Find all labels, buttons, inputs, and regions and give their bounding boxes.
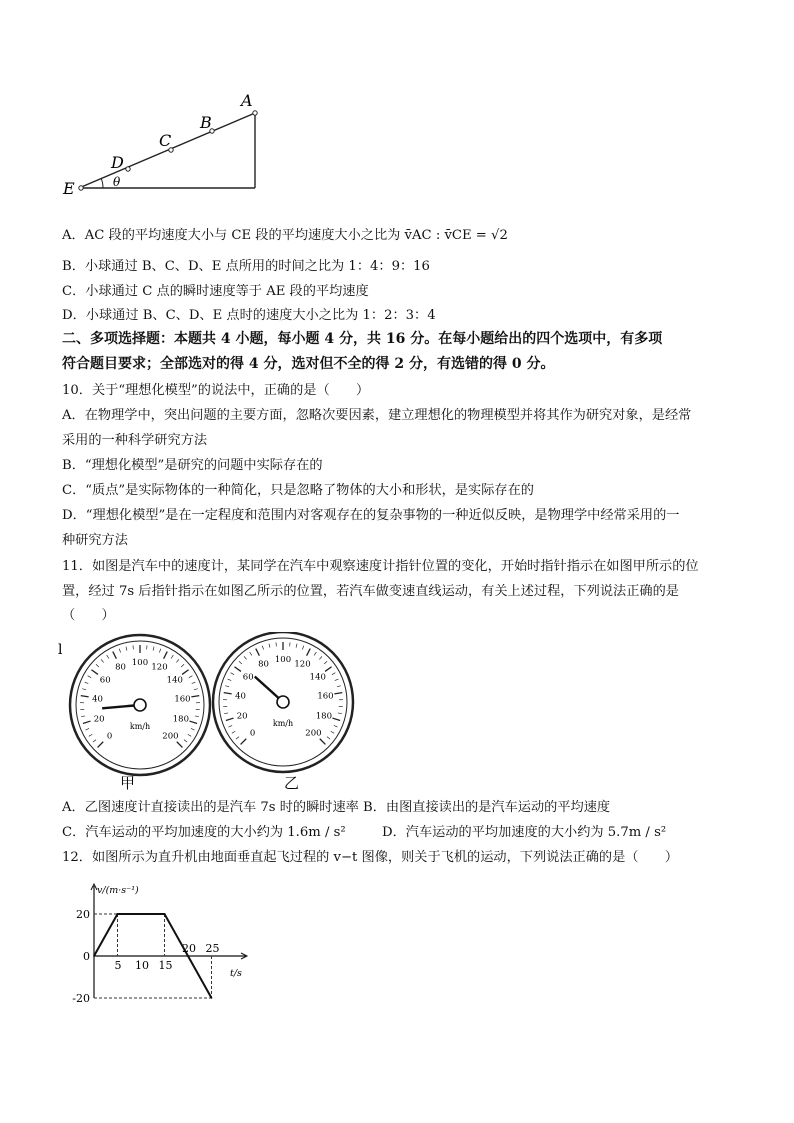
corner-mark: l: [58, 642, 63, 658]
gauge-tick-label: 100: [274, 655, 292, 665]
gauge-tick-label: 180: [315, 711, 333, 722]
data-point: [187, 955, 189, 957]
x-tick-label: 10: [135, 959, 149, 972]
gauge-tick-label: 20: [93, 714, 105, 725]
gauge-tick-label: 40: [92, 694, 103, 705]
gauge-hub: [134, 699, 146, 711]
data-point: [211, 997, 213, 999]
q10-stem: 10．关于“理想化模型”的说法中，正确的是（ ）: [62, 383, 370, 398]
section2-heading-line1: 二、多项选择题：本题共 4 小题，每小题 4 分，共 16 分。在每小题给出的四个选项中，有多项: [62, 331, 663, 347]
vt-chart: [66, 880, 266, 1010]
gauge-tick-label: 200: [162, 731, 179, 742]
gauge-unit: km/h: [272, 719, 294, 728]
point-a: [253, 111, 257, 115]
incline-slope: [79, 113, 255, 188]
q9-option-d: D．小球通过 B、C、D、E 点时的速度大小之比为 1：2：3：4: [62, 308, 436, 323]
y-tick-label: 20: [76, 908, 90, 921]
q12-stem: 12．如图所示为直升机由地面垂直起飞过程的 v−t 图像，则关于飞机的运动，下列说法正确的是（ ）: [62, 850, 679, 865]
q10-option-c: C．“质点”是实际物体的一种简化，只是忽略了物体的大小和形状，是实际存在的: [62, 483, 534, 498]
x-axis-label: t/s: [230, 968, 242, 979]
incline-figure: [55, 88, 275, 200]
gauge-tick-label: 20: [236, 711, 248, 722]
y-tick-label: -20: [72, 992, 90, 1005]
gauge-hub: [277, 696, 289, 708]
label-e: E: [63, 179, 75, 198]
label-d: D: [111, 153, 124, 172]
q11-option-d: D．汽车运动的平均加速度的大小约为 5.7m / s²: [382, 825, 667, 840]
gauge-tick-label: 60: [99, 675, 111, 686]
theta-arc: [101, 178, 103, 188]
q10-option-d-line2: 种研究方法: [62, 533, 128, 548]
y-axis-label: v/(m·s⁻¹): [97, 885, 139, 896]
section2-heading-line2: 符合题目要求；全部选对的得 4 分，选对但不全的得 2 分，有选错的得 0 分。: [62, 356, 555, 372]
gauge-tick-label: 0: [106, 731, 113, 742]
q10-option-b: B．“理想化模型”是研究的问题中实际存在的: [62, 458, 323, 473]
gauge-tick-label: 80: [258, 659, 269, 670]
label-theta: θ: [113, 175, 121, 189]
gauge-tick-label: 200: [305, 728, 322, 739]
q11-stem-line1: 11．如图是汽车中的速度计，某同学在汽车中观察速度计指针位置的变化，开始时指针指示在如图甲所示的位: [62, 559, 699, 574]
gauge-tick-label: 140: [166, 675, 183, 686]
data-point: [117, 913, 119, 915]
point-e: [79, 186, 83, 190]
x-tick-label: 20: [182, 942, 196, 955]
gauge-tick-label: 100: [131, 658, 149, 668]
gauge-tick-label: 180: [172, 714, 190, 725]
gauge-tick-label: 0: [249, 728, 256, 739]
q9-option-c: C．小球通过 C 点的瞬时速度等于 AE 段的平均速度: [62, 284, 369, 299]
q10-option-a-line1: A．在物理学中，突出问题的主要方面，忽略次要因素，建立理想化的物理模型并将其作为研究对象，是经常: [62, 408, 692, 423]
gauge-tick-label: 140: [309, 672, 326, 683]
y-tick-label: 0: [83, 950, 90, 963]
label-yi: 乙: [284, 774, 300, 792]
q10-option-a-line2: 采用的一种科学研究方法: [62, 433, 208, 448]
data-point: [93, 955, 95, 957]
gauge-tick-label: 120: [151, 662, 168, 673]
x-tick-label: 5: [114, 959, 122, 972]
label-c: C: [159, 131, 172, 150]
q9-option-a: A．AC 段的平均速度大小与 CE 段的平均速度大小之比为 v̄AC : v̄CE = √2: [62, 228, 508, 243]
gauge-unit: km/h: [129, 722, 151, 731]
gauge-tick-label: 160: [174, 694, 191, 705]
q11-option-c: C．汽车运动的平均加速度的大小约为 1.6m / s²: [62, 825, 346, 840]
data-point: [164, 913, 166, 915]
speedometer-jia: [70, 635, 210, 775]
x-tick-label: 15: [158, 959, 173, 972]
label-b: B: [200, 113, 212, 132]
gauge-tick-label: 80: [115, 662, 126, 673]
gauge-tick-label: 40: [235, 691, 246, 702]
x-tick-label: 25: [205, 942, 220, 955]
q11-stem-line2: 置，经过 7s 后指针指示在如图乙所示的位置，若汽车做变速直线运动，有关上述过程，下列说法正确的是: [62, 584, 679, 599]
gauge-tick-label: 160: [317, 691, 334, 702]
q11-options-ab: A．乙图速度计直接读出的是汽车 7s 时的瞬时速率 B．由图直接读出的是汽车运动的平均速度: [62, 800, 611, 815]
q10-option-d-line1: D．“理想化模型”是在一定程度和范围内对客观存在的复杂事物的一种近似反映，是物理学中经常采用的一: [62, 508, 680, 523]
gauge-tick-label: 60: [242, 672, 254, 683]
label-jia: 甲: [120, 774, 136, 792]
speedometer-yi: [213, 632, 353, 772]
gauge-tick-label: 120: [294, 659, 311, 670]
label-a: A: [241, 91, 253, 110]
q9-option-b: B．小球通过 B、C、D、E 点所用的时间之比为 1：4：9：16: [62, 259, 430, 274]
q11-stem-line3: （ ）: [62, 608, 115, 623]
speedometer-figure: [58, 632, 368, 794]
point-d: [126, 167, 130, 171]
